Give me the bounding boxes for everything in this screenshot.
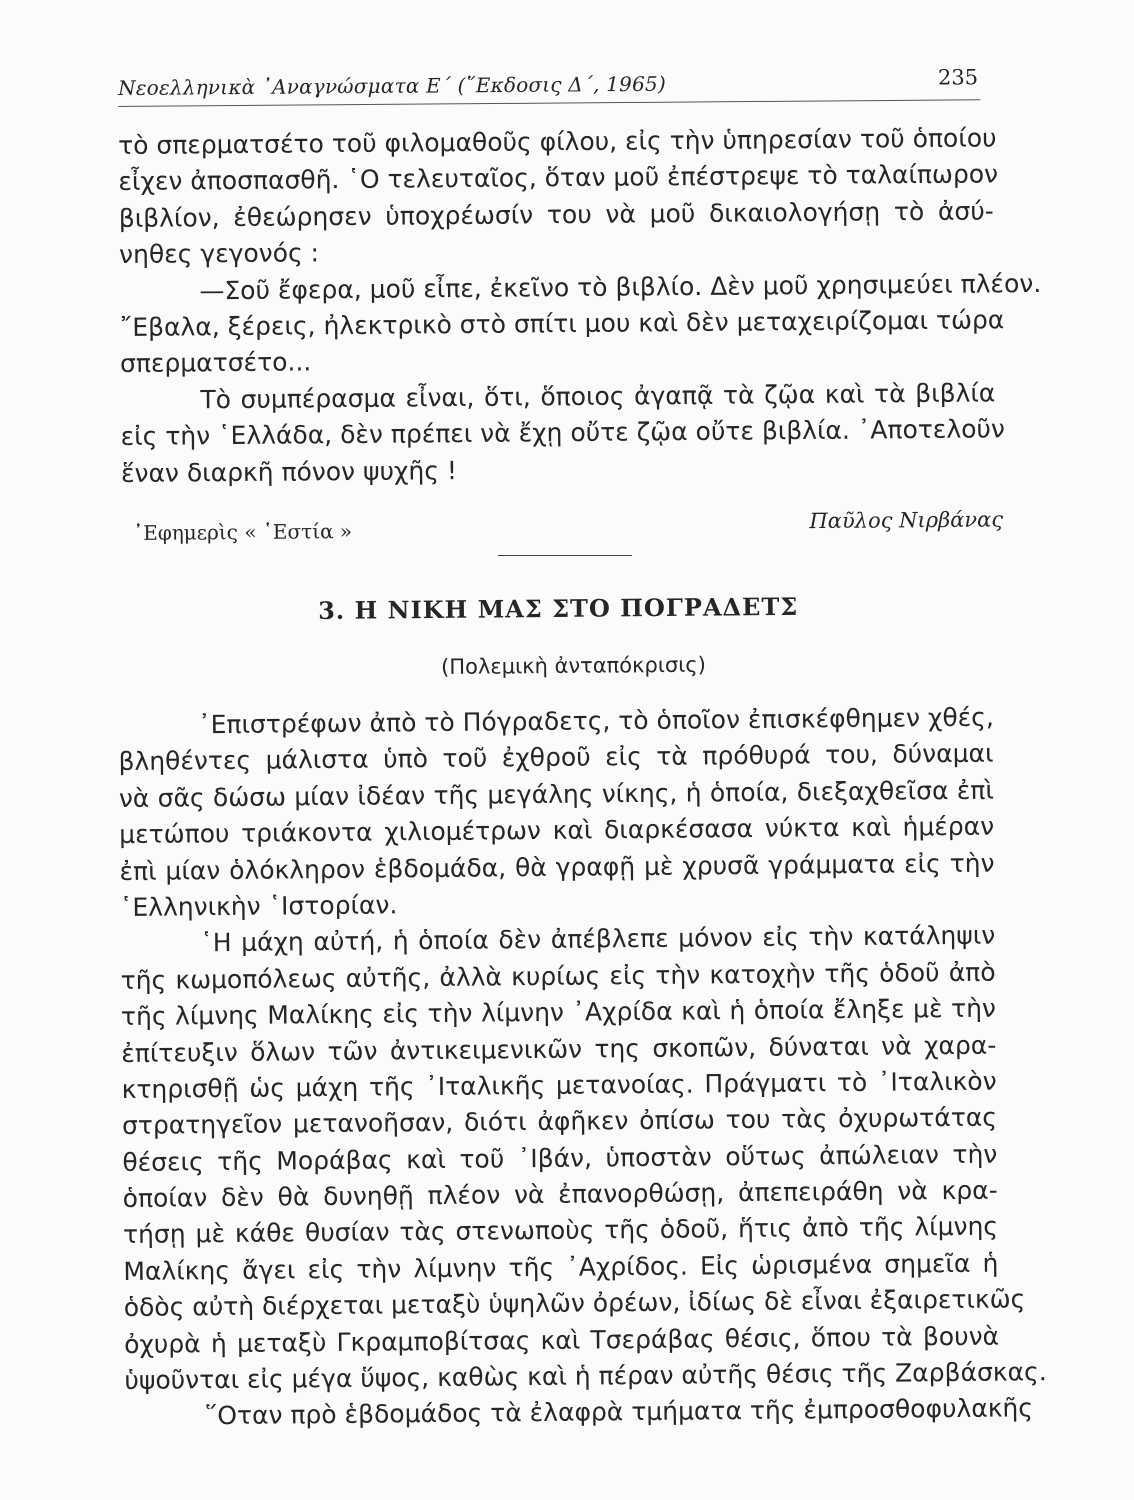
text-line: ἐπὶ μίαν ὁλόκληρον ἑβδομάδα, θὰ γραφῇ μὲ χρυσᾶ γράμματα εἰς τὴν [119, 848, 995, 886]
running-header [118, 65, 980, 107]
page-number: 235 [937, 65, 979, 90]
attribution-row [133, 507, 1003, 555]
section-subtitle: (Πολεμικὴ ἀνταπόκρισις) [441, 652, 706, 679]
passage-continuation [118, 120, 1042, 492]
text-line: τήσῃ μὲ κάθε θυσίαν τὰς στενωποὺς τῆς ὁδοῦ, ἥτις ἀπὸ τῆς λίμνης [122, 1212, 999, 1250]
text-line: Τὸ συμπέρασμα εἶναι, ὅτι, ὅποιος ἀγαπᾷ τὰ ζῷα καὶ τὰ βιβλία [200, 378, 996, 415]
text-line: ὁδὸς αὐτὴ διέρχεται μεταξὺ ὑψηλῶν ὀρέων, ἰδίως δὲ εἶναι ἐξαιρετικῶς [123, 1284, 1026, 1323]
text-line: τῆς κωμοπόλεως αὐτῆς, ἀλλὰ κυρίως εἰς τὴν κατοχὴν τῆς ὁδοῦ ἀπὸ [120, 957, 996, 995]
text-line: εἰς τὴν ῾Ελλάδα, δὲν πρέπει νὰ ἔχῃ οὔτε ζῷα οὔτε βιβλία. ᾿Αποτελοῦν [120, 414, 1006, 452]
text-line: ῞Οταν πρὸ ἑβδομάδος τὰ ἐλαφρὰ τμήματα τῆς ἐμπροσθοφυλακῆς [204, 1393, 1034, 1431]
text-line: ᾿Επιστρέφων ἀπὸ τὸ Πόγραδετς, τὸ ὁποῖον ἐπισκέφθημεν χθές, [198, 702, 994, 740]
text-line: βιβλίον, ἐθεώρησεν ὑποχρέωσίν του νὰ μοῦ δικαιολογήσῃ τὸ ἀσύ- [118, 196, 994, 233]
section-divider [498, 555, 632, 556]
text-line: ὀχυρὰ ἡ μεταξὺ Γκραμποβίτσας καὶ Τσεράβας θέσις, ὅπου τὰ βουνὰ [123, 1321, 1000, 1359]
text-line: βληθέντες μάλιστα ὑπὸ τοῦ ἐχθροῦ εἰς τὰ πρόθυρά του, δύναμαι [118, 738, 994, 777]
text-line: ῾Η μάχη αὐτή, ἡ ὁποία δὲν ἀπέβλεπε μόνον εἰς τὴν κατάληψιν [200, 920, 996, 958]
text-line: ἐπίτευξιν ὅλων τῶν ἀντικειμενικῶν της σκοπῶν, δύναται νὰ χαρα- [121, 1030, 997, 1068]
text-line: κτηρισθῇ ὡς μάχη τῆς ᾿Ιταλικῆς μετανοίας. Πράγματι τὸ ᾿Ιταλικὸν [121, 1066, 997, 1104]
author-signature: Παῦλος Νιρβάνας [809, 507, 1004, 534]
text-line: νὰ σᾶς δώσω μίαν ἰδέαν τῆς μεγάλης νίκης, ἡ ὁποία, διεξαχθεῖσα ἐπὶ [118, 775, 994, 813]
text-line: θέσεις τῆς Μοράβας καὶ τοῦ ᾿Ιβάν, ὑποστὰν οὕτως ἀπώλειαν τὴν [122, 1139, 998, 1177]
text-line: τῆς λίμνης Μαλίκης εἰς τὴν λίμνην ᾿Αχρίδα καὶ ἡ ὁποία ἔληξε μὲ τὴν [120, 993, 997, 1032]
text-line: ῎Εβαλα, ξέρεις, ἠλεκτρικὸ στὸ σπίτι μου καὶ δὲν μεταχειρίζομαι τώρα [119, 305, 1005, 342]
text-line: στρατηγεῖον μετανοῆσαν, διότι ἀφῆκεν ὀπίσω του τὰς ὀχυρωτάτας [121, 1102, 998, 1141]
source-citation: ᾿Εφημερὶς « ῾Εστία » [133, 519, 353, 545]
text-line: —Σοῦ ἔφερα, μοῦ εἶπε, ἐκεῖνο τὸ βιβλίο. Δὲν μοῦ χρησιμεύει πλέον. [199, 268, 1042, 305]
article-body [118, 700, 1047, 1436]
text-line: μετώπου τριάκοντα χιλιομέτρων καὶ διαρκέσασα νύκτα καὶ ἡμέραν [119, 811, 995, 850]
text-line: ῾Ελληνικὴν ῾Ιστορίαν. [119, 890, 398, 922]
text-line: εἶχεν ἀποσπασθῆ. ῾Ο τελευταῖος, ὅταν μοῦ ἐπέστρεψε τὸ ταλαίπωρον [118, 159, 999, 197]
text-line: νηθες γεγονός : [118, 238, 320, 270]
section-heading: 3. Η ΝΙΚΗ ΜΑΣ ΣΤΟ ΠΟΓΡΑΔΕΤΣ [318, 591, 799, 625]
text-line: Μαλίκης ἄγει εἰς τὴν λίμνην τῆς ᾿Αχρίδος. Εἰς ὡρισμένα σημεῖα ἡ [123, 1248, 999, 1286]
text-line: ἕναν διαρκῆ πόνον ψυχῆς ! [120, 455, 458, 488]
running-title: Νεοελληνικὰ ᾿Αναγνώσματα Ε΄ (῞Εκδοσις Δ΄, 1965) [118, 71, 667, 100]
text-line: σπερματσέτο... [119, 347, 312, 379]
text-line: ὑψοῦνται εἰς μέγα ὕψος, καθὼς καὶ ἡ πέραν αὐτῆς θέσις τῆς Ζαρβάσκας. [124, 1357, 1047, 1395]
text-line: τὸ σπερματσέτο τοῦ φιλομαθοῦς φίλου, εἰς τὴν ὑπηρεσίαν τοῦ ὁποίου [118, 123, 997, 160]
text-line: ὁποίαν δὲν θὰ δυνηθῇ πλέον νὰ ἐπανορθώσῃ, ἀπεπειράθη νὰ κρα- [122, 1175, 998, 1214]
